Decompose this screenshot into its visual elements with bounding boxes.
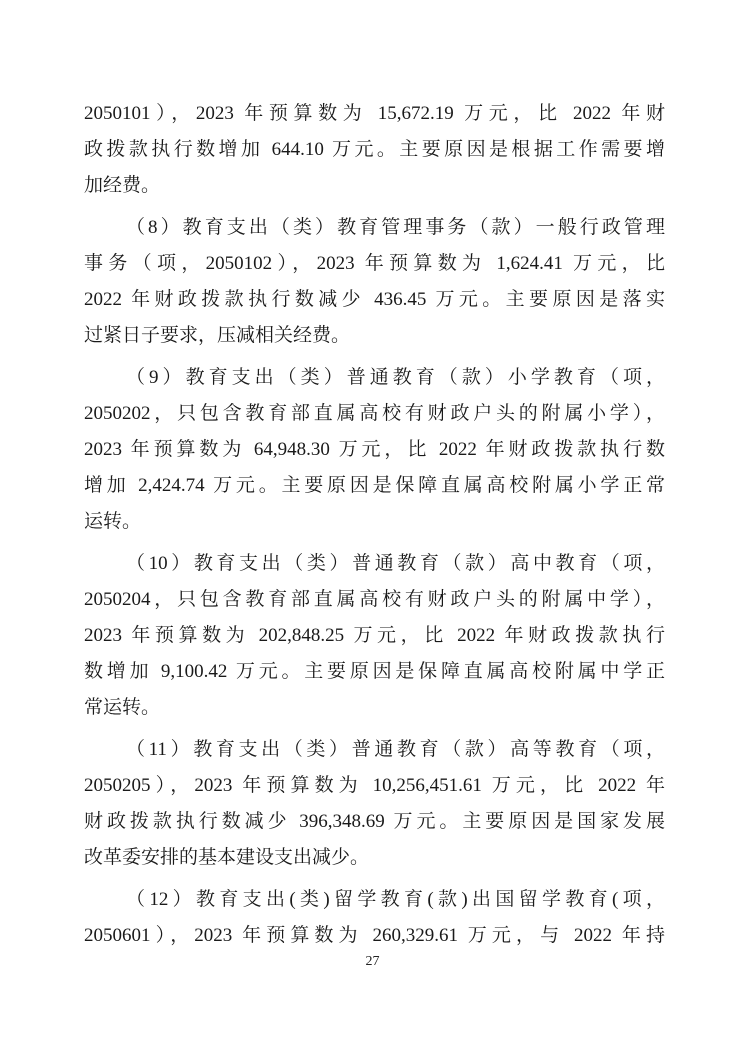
text-line: 加经费。 — [84, 175, 161, 196]
text-line: 财政拨款执行数减少 396,348.69 万元。主要原因是国家发展 — [84, 811, 665, 832]
paragraph — [84, 210, 665, 354]
text-line: 2023 年预算数为 202,848.25 万元，比 2022 年财政拨款执行 — [84, 625, 665, 646]
paragraph — [84, 96, 665, 204]
text-line: （11）教育支出（类）普通教育（款）高等教育（项， — [126, 739, 665, 760]
paragraph — [84, 882, 665, 954]
document-body — [84, 96, 665, 960]
text-line: 2050101），2023 年预算数为 15,672.19 万元，比 2022 年财 — [84, 103, 665, 124]
text-line: 运转。 — [84, 511, 142, 532]
text-line: （9）教育支出（类）普通教育（款）小学教育（项， — [126, 367, 665, 388]
text-line: 2050202，只包含教育部直属高校有财政户头的附属小学）， — [84, 403, 665, 424]
text-line: 事务（项，2050102），2023 年预算数为 1,624.41 万元，比 — [84, 253, 665, 274]
text-line: 过紧日子要求，压减相关经费。 — [84, 325, 351, 346]
text-line: 政拨款执行数增加 644.10 万元。主要原因是根据工作需要增 — [84, 139, 665, 160]
text-line: （10）教育支出（类）普通教育（款）高中教育（项， — [126, 553, 665, 574]
text-line: 2050204，只包含教育部直属高校有财政户头的附属中学）， — [84, 589, 665, 610]
paragraph — [84, 360, 665, 540]
paragraph — [84, 732, 665, 876]
text-line: 改革委安排的基本建设支出减少。 — [84, 847, 370, 868]
text-line: 2050601），2023 年预算数为 260,329.61 万元，与 2022 年持 — [84, 925, 665, 946]
text-line: （8）教育支出（类）教育管理事务（款）一般行政管理 — [126, 217, 665, 238]
paragraph — [84, 546, 665, 726]
text-line: 数增加 9,100.42 万元。主要原因是保障直属高校附属中学正 — [84, 661, 665, 682]
page-number: 27 — [365, 954, 380, 969]
text-line: （12）教育支出(类)留学教育(款)出国留学教育(项， — [126, 889, 665, 910]
text-line: 2023 年预算数为 64,948.30 万元，比 2022 年财政拨款执行数 — [84, 439, 665, 460]
text-line: 2022 年财政拨款执行数减少 436.45 万元。主要原因是落实 — [84, 289, 665, 310]
text-line: 增加 2,424.74 万元。主要原因是保障直属高校附属小学正常 — [84, 475, 665, 496]
text-line: 2050205），2023 年预算数为 10,256,451.61 万元，比 2022 年 — [84, 775, 665, 796]
text-line: 常运转。 — [84, 697, 161, 718]
